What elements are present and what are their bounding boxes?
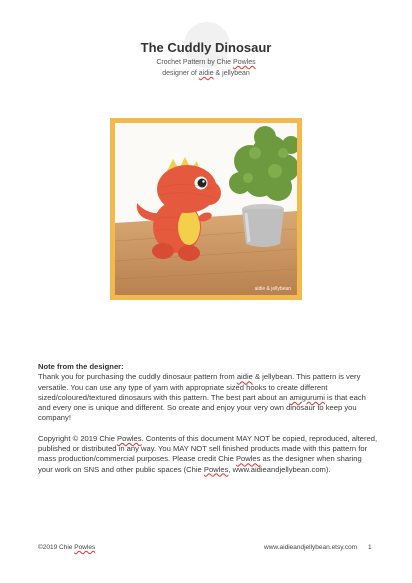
footer-website: www.aidieandjellybean.etsy.com — [264, 544, 358, 551]
photo-credit: aidie & jellybean — [254, 286, 291, 292]
designer-line: designer of aidie & jellybean — [162, 70, 250, 77]
page-title: The Cuddly Dinosaur — [140, 40, 272, 55]
dinosaur-illustration — [115, 123, 297, 295]
designer-note — [38, 362, 378, 475]
note-heading: Note from the designer: — [38, 362, 124, 371]
byline: Crochet Pattern by Chie Powles — [156, 59, 256, 66]
plant-pot — [242, 204, 284, 247]
note-paragraph: Thank you for purchasing the cuddly dinosaur pattern from aidie & jellybean. This pattern is very versatile. You can use any type of yarn with appropriate sized hooks to create different sized/coloured/textured dinosaurs with this pattern. The best part about an amigurumi is that each and every one is unique and different. So create and enjoy your very own dinosaur to keep you company! — [38, 372, 366, 423]
page-number: 1 — [368, 544, 372, 551]
footer-copyright: ©2019 Chie Powles — [38, 544, 96, 551]
dinosaur-photo — [115, 123, 297, 295]
copyright-paragraph: Copyright © 2019 Chie Powles. Contents of this document MAY NOT be copied, reproduced, altered, published or distributed in any way. You MAY NOT sell finished products made with this pattern for mass production/commercial purposes. Please credit Chie Powles as the designer when sharing your work on SNS and other public spaces (Chie Powles, www.aidieandjellybean.com). — [38, 433, 378, 474]
photo-frame — [110, 118, 302, 300]
